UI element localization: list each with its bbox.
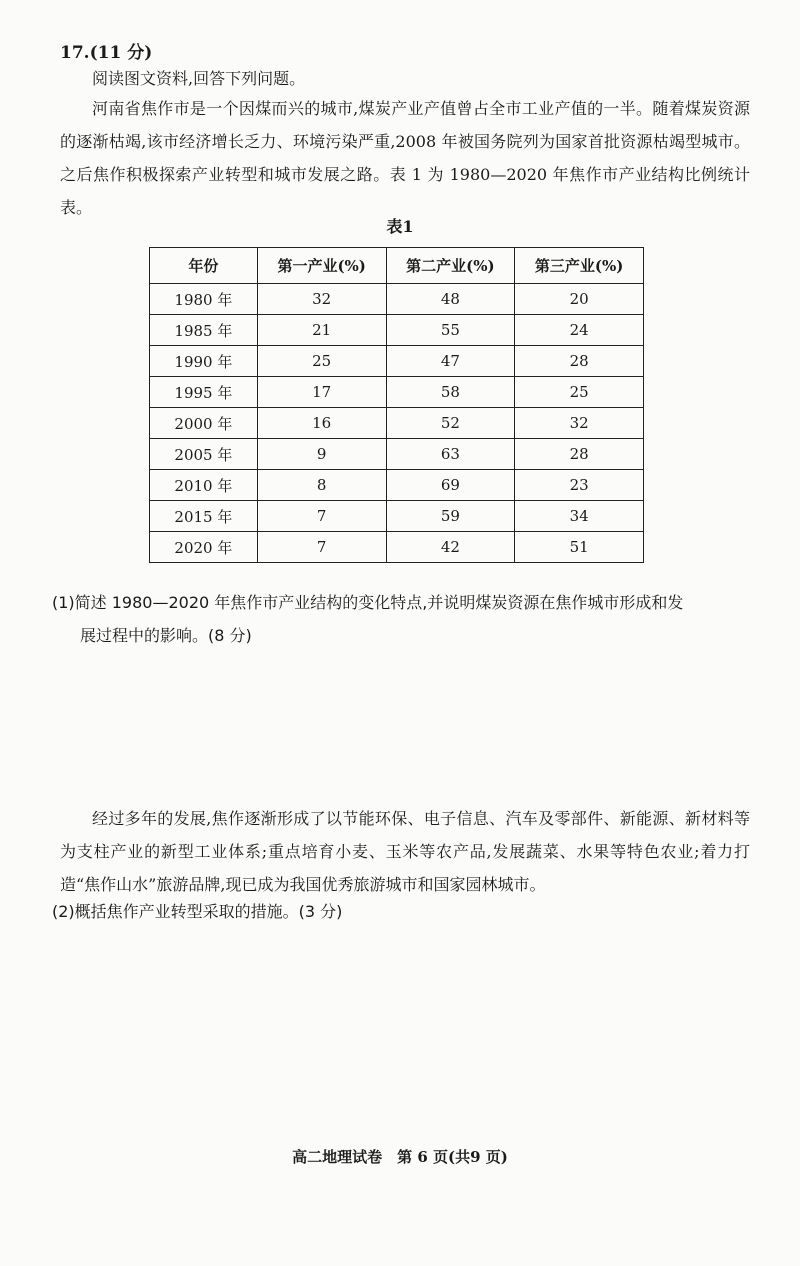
cell-secondary: 63	[386, 439, 515, 470]
table-row	[150, 501, 644, 532]
cell-primary: 21	[257, 315, 386, 346]
table-row	[150, 439, 644, 470]
cell-year: 2010 年	[150, 470, 258, 501]
table-row	[150, 315, 644, 346]
cell-tertiary: 32	[515, 408, 644, 439]
cell-tertiary: 23	[515, 470, 644, 501]
cell-year: 1995 年	[150, 377, 258, 408]
table-row	[150, 346, 644, 377]
background-paragraph-1: 河南省焦作市是一个因煤而兴的城市,煤炭产业产值曾占全市工业产值的一半。随着煤炭资源的逐渐枯竭,该市经济增长乏力、环境污染严重,2008 年被国务院列为国家首批资源枯竭型城市。之后焦作积极探索产业转型和城市发展之路。表 1 为 1980—2020 年焦作市产业结构比例统计表。	[60, 99, 750, 217]
cell-tertiary: 24	[515, 315, 644, 346]
sub-question-1-line-1: (1)简述 1980—2020 年焦作市产业结构的变化特点,并说明煤炭资源在焦作城市形成和发	[52, 593, 684, 612]
cell-year: 2020 年	[150, 532, 258, 563]
cell-secondary: 48	[386, 284, 515, 315]
sub-question-1-line-2: 展过程中的影响。(8 分)	[80, 626, 252, 645]
cell-year: 2015 年	[150, 501, 258, 532]
cell-secondary: 58	[386, 377, 515, 408]
header-year: 年份	[150, 248, 258, 284]
background-paragraph-2: 经过多年的发展,焦作逐渐形成了以节能环保、电子信息、汽车及零部件、新能源、新材料等为支柱产业的新型工业体系;重点培育小麦、玉米等农产品,发展蔬菜、水果等特色农业;着力打造“焦作山水”旅游品牌,现已成为我国优秀旅游城市和国家园林城市。	[60, 809, 750, 894]
table-row	[150, 377, 644, 408]
cell-tertiary: 34	[515, 501, 644, 532]
cell-primary: 7	[257, 532, 386, 563]
cell-tertiary: 28	[515, 346, 644, 377]
cell-secondary: 59	[386, 501, 515, 532]
page-footer: 高二地理试卷 第 6 页(共9 页)	[292, 1148, 508, 1166]
cell-year: 1980 年	[150, 284, 258, 315]
cell-year: 1985 年	[150, 315, 258, 346]
table-row	[150, 284, 644, 315]
industry-structure-table	[149, 247, 644, 563]
cell-primary: 32	[257, 284, 386, 315]
cell-tertiary: 20	[515, 284, 644, 315]
table-row	[150, 408, 644, 439]
table-row	[150, 470, 644, 501]
cell-secondary: 55	[386, 315, 515, 346]
sub-question-2: (2)概括焦作产业转型采取的措施。(3 分)	[52, 902, 343, 921]
cell-secondary: 42	[386, 532, 515, 563]
cell-primary: 16	[257, 408, 386, 439]
header-tertiary-industry: 第三产业(%)	[515, 248, 644, 284]
cell-primary: 8	[257, 470, 386, 501]
cell-year: 1990 年	[150, 346, 258, 377]
cell-primary: 25	[257, 346, 386, 377]
cell-primary: 7	[257, 501, 386, 532]
cell-secondary: 69	[386, 470, 515, 501]
cell-year: 2005 年	[150, 439, 258, 470]
cell-tertiary: 28	[515, 439, 644, 470]
cell-tertiary: 51	[515, 532, 644, 563]
cell-tertiary: 25	[515, 377, 644, 408]
sub-question-1	[52, 586, 752, 652]
cell-primary: 17	[257, 377, 386, 408]
cell-secondary: 52	[386, 408, 515, 439]
cell-primary: 9	[257, 439, 386, 470]
table-header-row	[150, 248, 644, 284]
question-intro: 阅读图文资料,回答下列问题。	[92, 69, 306, 88]
header-primary-industry: 第一产业(%)	[257, 248, 386, 284]
cell-year: 2000 年	[150, 408, 258, 439]
header-secondary-industry: 第二产业(%)	[386, 248, 515, 284]
cell-secondary: 47	[386, 346, 515, 377]
question-number: 17.(11 分)	[60, 43, 153, 63]
table-caption: 表1	[386, 217, 414, 236]
table-row	[150, 532, 644, 563]
